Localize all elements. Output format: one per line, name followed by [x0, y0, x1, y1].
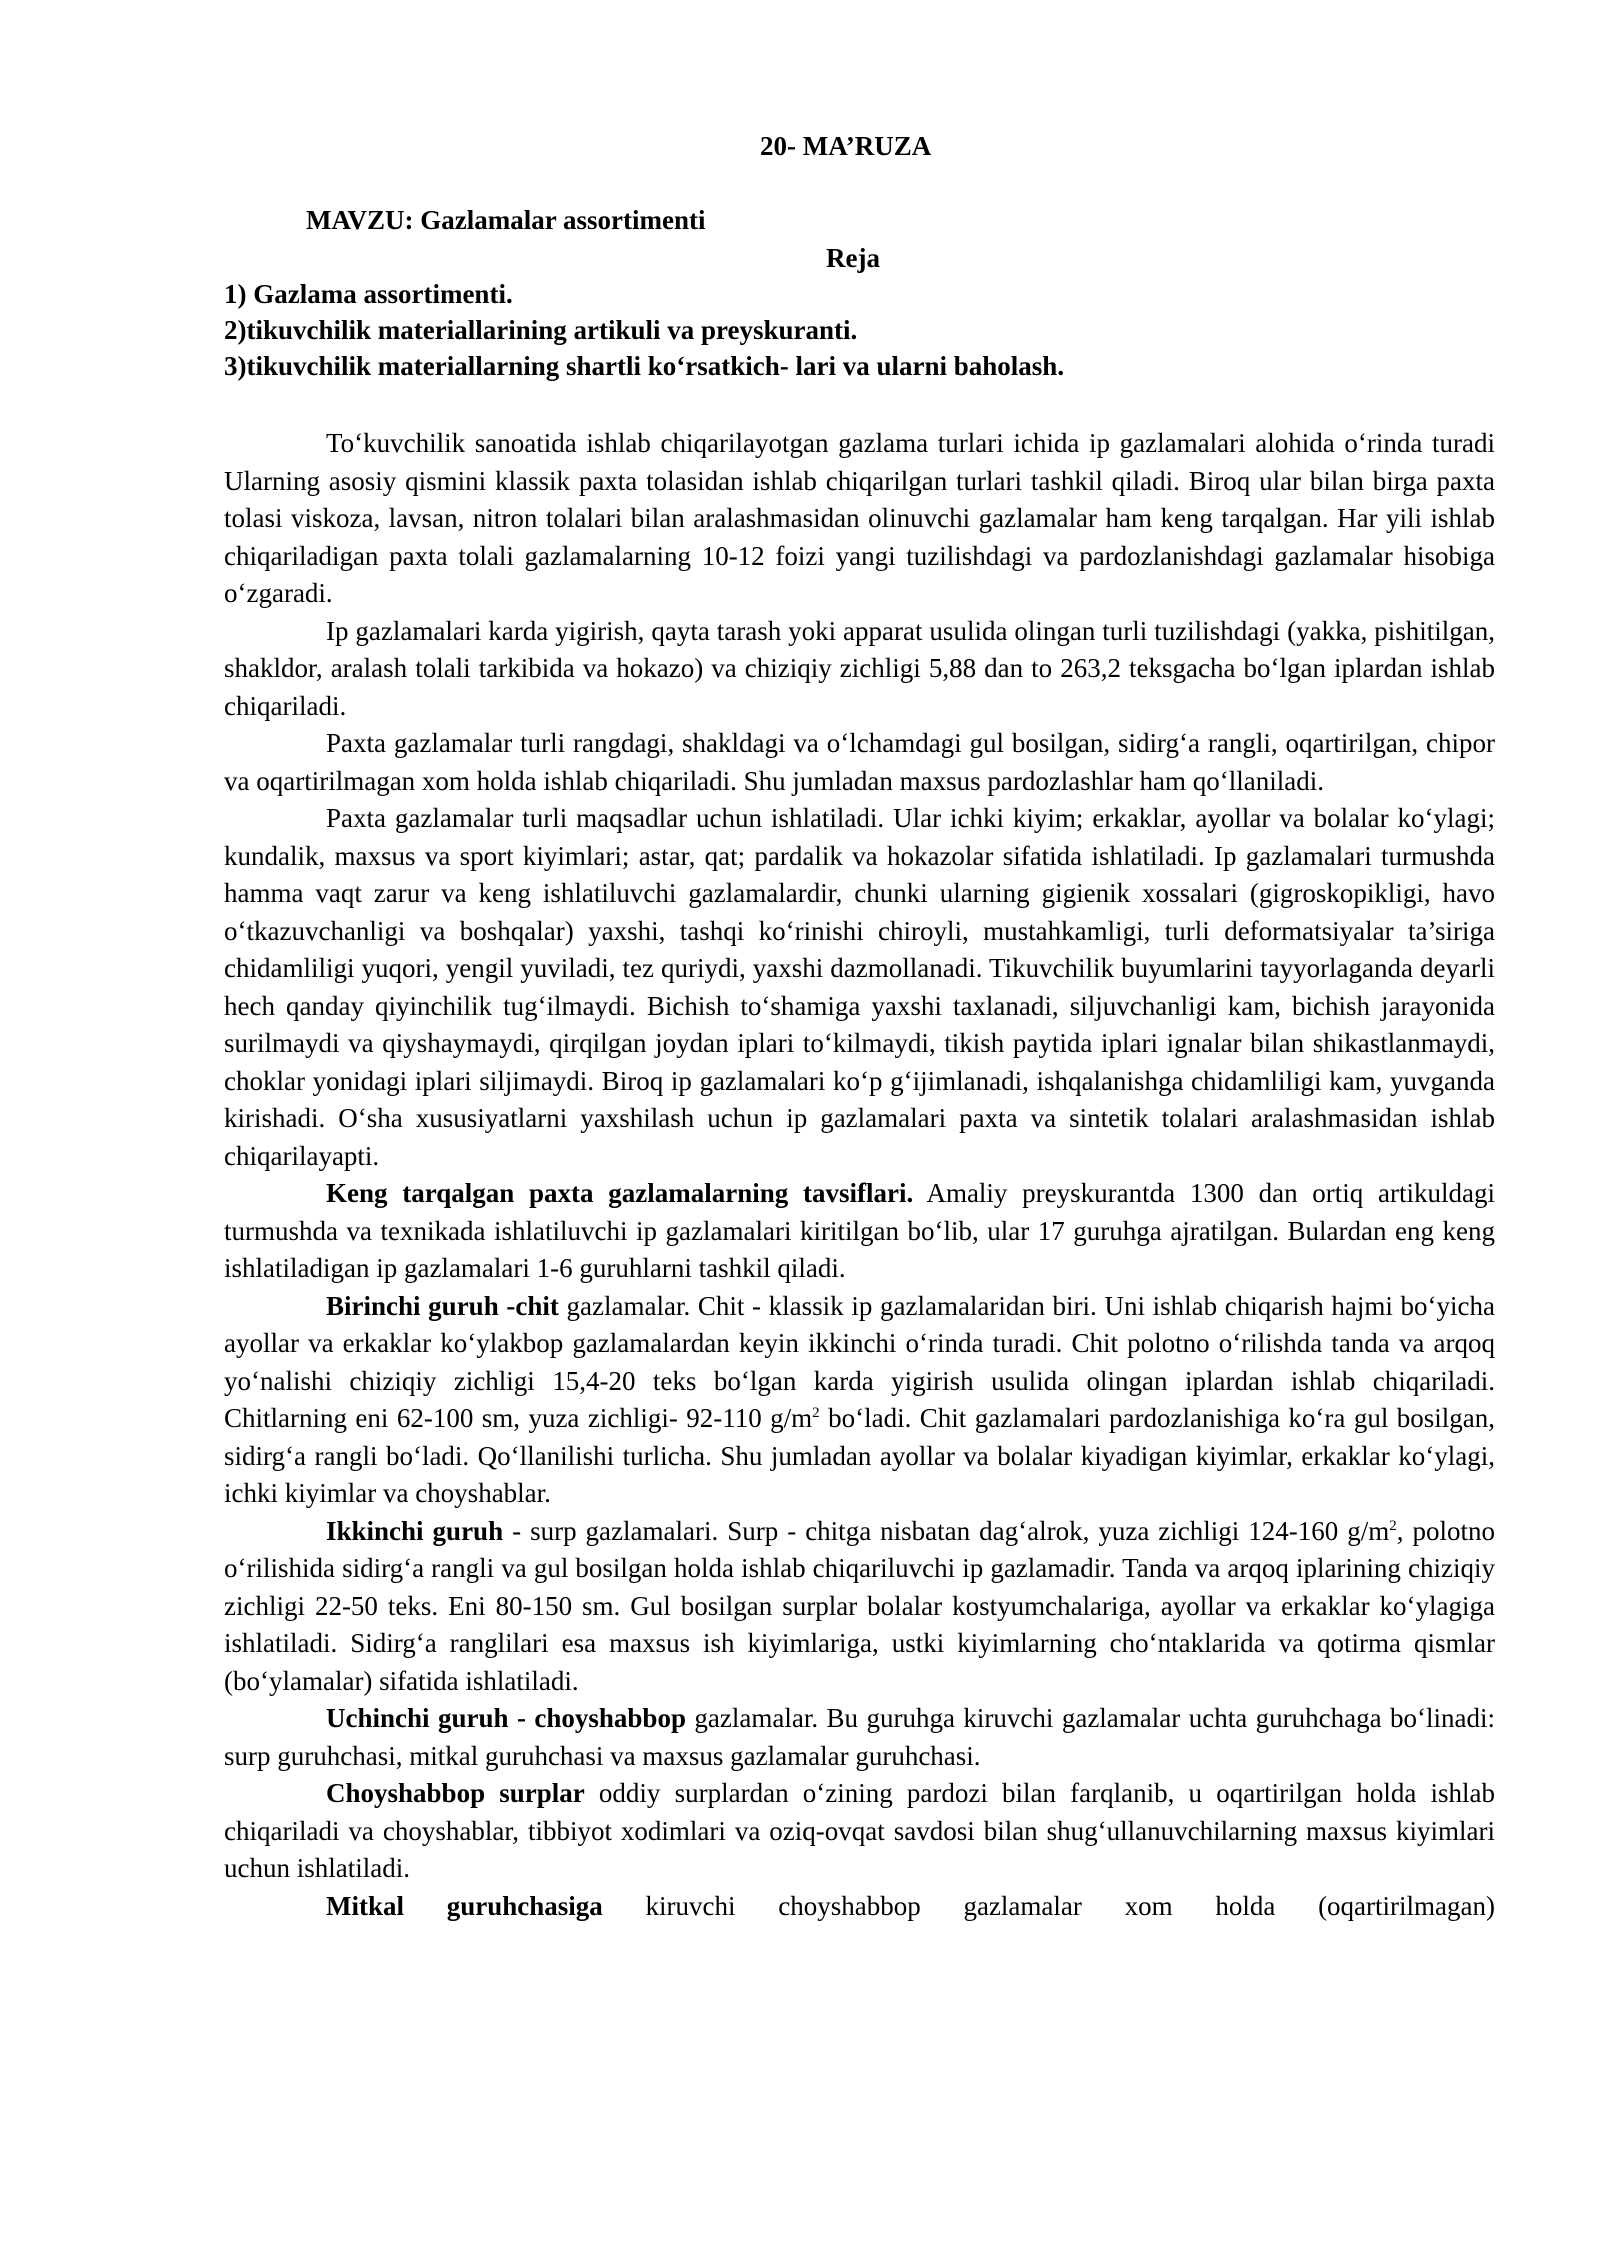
plan-item: 2)tikuvchilik materiallarining artikuli va preyskuranti.: [224, 315, 858, 345]
paragraph: [224, 725, 1495, 800]
paragraph-text: - surp gazlamalari. Surp - chitga nisbatan dag‘alrok, yuza zichligi 124-160 g/m: [503, 1515, 1390, 1546]
paragraph-text: Ip gazlamalari karda yigirish, qayta tarash yoki apparat usulida olingan turli tuzilishdagi (yakka, pishitilgan, shakldor, aralash tolali tarkibida va hokazo) va chiziqiy zichligi 5,88 dan to 263,2 teksgacha bo‘lgan iplardan ishlab chiqariladi.: [224, 615, 1495, 721]
plan-item: 1) Gazlama assortimenti.: [224, 279, 513, 309]
paragraph-heading: Ikkinchi guruh: [326, 1515, 504, 1546]
paragraph-heading: Birinchi guruh -chit: [326, 1290, 559, 1321]
paragraph-heading: Choyshabbop surplar: [326, 1778, 585, 1808]
paragraph-text: Paxta gazlamalar turli rangdagi, shakldagi va o‘lchamdagi gul bosilgan, sidirg‘a rangli, oqartirilgan, chipor va oqartirilmagan xom holda ishlab chiqariladi. Shu jumladan maxsus pardozlashlar ham qo‘llaniladi.: [224, 728, 1495, 796]
paragraph-text: Paxta gazlamalar turli maqsadlar uchun ishlatiladi. Ular ichki kiyim; erkaklar, ayollar va bolalar ko‘ylagi; kundalik, maxsus va sport kiyimlari; astar, qat; pardalik va hokazolar sifatida ishlatiladi. Ip gazlamalari turmushda hamma vaqt zarur va keng ishlatiluvchi gazlamalardir, chunki ularning gigienik xossalari (gigroskopikligi, havo o‘tkazuvchanligi va boshqalar) yaxshi, tashqi ko‘rinishi chiroyli, mustahkamligi, turli deformatsiyalar ta’siriga chidamliligi yuqori, yengil yuviladi, tez quriydi, yaxshi dazmollanadi. Tikuvchilik buyumlarini tayyorlaganda deyarli hech qanday qiyinchilik tug‘ilmaydi. Bichish to‘shamiga yaxshi taxlanadi, siljuvchanligi kam, bichish jarayonida surilmaydi va qiyshaymaydi, qirqilgan joydan iplari to‘kilmaydi, tikish paytida iplari ignalar bilan shikastlanmaydi, choklar yonidagi iplari siljimaydi. Biroq ip gazlamalari ko‘p g‘ijimlanadi, ishqalanishga chidamliligi kam, yuvganda kirishadi. O‘sha xususiyatlarni yaxshilash uchun ip gazlamalari paxta va sintetik tolalari aralashmasidan ishlab chiqarilayapti.: [224, 803, 1495, 1171]
paragraph: [224, 1775, 1495, 1888]
paragraph: [224, 1175, 1495, 1288]
paragraph: [224, 425, 1495, 613]
superscript: 2: [1389, 1517, 1397, 1534]
paragraph-text: gazlamalar. Bu guruhga kiruvchi gazlamalar uchta guruhchaga bo‘linadi: surp guruhchasi, mitkal guruhchasi va maxsus gazlamalar guruhchasi.: [224, 1703, 1495, 1771]
paragraph-text: Amaliy preyskurantda 1300 dan ortiq artikuldagi turmushda va texnikada ishlatiluvchi ip gazlamalari kiritilgan bo‘lib, ular 17 guruhga ajratilgan. Bulardan eng keng ishlatiladigan ip gazlamalari 1-6 guruhlarni tashkil qiladi.: [224, 1178, 1495, 1283]
paragraph-text: gazlamalar. Chit - klassik ip gazlamalaridan biri. Uni ishlab chiqarish hajmi bo‘yicha ayollar va erkaklar ko‘ylakbop gazlamalardan keyin ikkinchi o‘rinda turadi. Chit polotno o‘rilishda tanda va arqoq yo‘nalishi chiziqiy zichligi 15,4-20 teks bo‘lgan karda yigirish usulida olingan iplardan ishlab chiqariladi. Chitlarning eni 62-100 sm, yuza zichligi- 92-110 g/m: [224, 1290, 1495, 1433]
paragraph: [224, 613, 1495, 726]
plan-list: [224, 276, 1504, 384]
paragraph-heading: Uchinchi guruh - choyshabbop: [326, 1703, 686, 1733]
paragraph: [224, 1288, 1495, 1513]
paragraph-text: bo‘ladi. Chit gazlamalari pardozlanishiga ko‘ra gul bosilgan, sidirg‘a rangli bo‘ladi. Qo‘llanilishi turlicha. Shu jumladan ayollar va bolalar kiyadigan kiyimlar, erkaklar ko‘ylagi, ichki kiyimlar va choyshablar.: [224, 1403, 1495, 1508]
superscript: 2: [812, 1405, 820, 1421]
paragraph-heading: Mitkal guruhchasiga: [326, 1890, 603, 1921]
paragraph: [224, 800, 1495, 1175]
paragraph-text: kiruvchi choyshabbop gazlamalar xom holda (oqartirilmagan): [602, 1890, 1495, 1921]
paragraph: [224, 1700, 1495, 1775]
paragraph: [224, 1513, 1495, 1701]
paragraph-text: oddiy surplardan o‘zining pardozi bilan farqlanib, u oqartirilgan holda ishlab chiqariladi va choyshablar, tibbiyot xodimlari va oziq-ovqat savdosi bilan shug‘ullanuvchilarning maxsus kiyimlari uchun ishlatiladi.: [224, 1778, 1495, 1883]
plan-title: Reja: [826, 243, 880, 273]
paragraph-heading: Keng tarqalgan paxta gazlamalarning tavsiflari.: [326, 1178, 914, 1208]
plan-item: 3)tikuvchilik materiallarning shartli ko‘rsatkich- lari va ularni baholash.: [224, 351, 1065, 381]
topic-title: MAVZU: Gazlamalar assortimenti: [306, 205, 706, 235]
lecture-number: 20- MA’RUZA: [760, 131, 932, 161]
body-text: [224, 425, 1495, 1926]
paragraph-text: To‘kuvchilik sanoatida ishlab chiqarilayotgan gazlama turlari ichida ip gazlamalari alohida o‘rinda turadi Ularning asosiy qismini klassik paxta tolasidan ishlab chiqarilgan turlari tashkil qiladi. Biroq ular bilan birga paxta tolasi viskoza, lavsan, nitron tolalari bilan aralashmasidan olinuvchi gazlamalar ham keng tarqalgan. Har yili ishlab chiqariladigan paxta tolali gazlamalarning 10-12 foizi yangi tuzilishdagi va pardozlanishdagi gazlamalar hisobiga o‘zgaradi.: [224, 428, 1495, 608]
paragraph-text: , polotno o‘rilishida sidirg‘a rangli va gul bosilgan holda ishlab chiqariluvchi ip gazlamadir. Tanda va arqoq iplarining chiziqiy zichligi 22-50 teks. Eni 80-150 sm. Gul bosilgan surplar bolalar kostyumchalariga, ayollar va erkaklar ko‘ylagiga ishlatiladi. Sidirg‘a ranglilari esa maxsus ish kiyimlariga, ustki kiyimlarning cho‘ntaklarida va qotirma qismlar (bo‘ylamalar) sifatida ishlatiladi.: [224, 1515, 1495, 1696]
paragraph: [224, 1888, 1495, 1926]
